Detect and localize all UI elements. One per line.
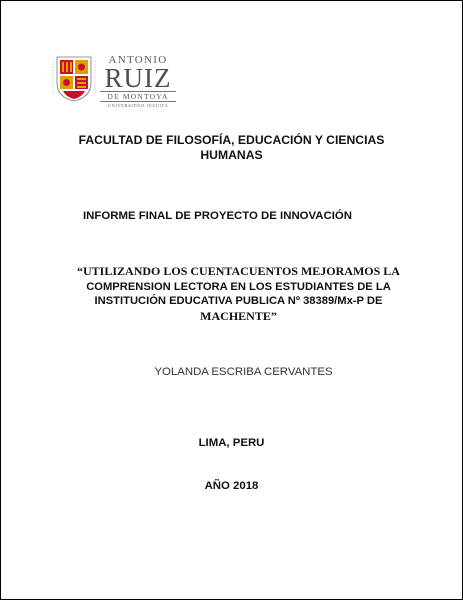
university-logo — [51, 53, 175, 108]
logo-line-jesuita: UNIVERSIDAD JESUITA — [107, 103, 169, 108]
year-label: AÑO 2018 — [204, 480, 259, 492]
author-name: YOLANDA ESCRIBA CERVANTES — [154, 366, 333, 378]
project-title-line-2: COMPRENSION LECTORA EN LOS ESTUDIANTES DE LA — [86, 280, 391, 293]
project-title-line-3: INSTITUCIÓN EDUCATIVA PUBLICA Nº 38389/Mx-P DE — [94, 295, 383, 307]
logo-line-montoya: DE MONTOYA — [100, 91, 176, 102]
project-title-line-1: “UTILIZANDO LOS CUENTACUENTOS MEJORAMOS LA — [77, 264, 400, 278]
logo-line-antonio: ANTONIO — [108, 54, 168, 66]
faculty-heading: FACULTAD DE FILOSOFÍA, EDUCACIÓN Y CIENCIAS HUMANAS — [78, 133, 385, 162]
project-title-line-4: MACHENTE” — [200, 308, 277, 323]
university-crest-icon — [51, 53, 97, 103]
project-title — [8, 264, 463, 324]
report-type-heading: INFORME FINAL DE PROYECTO DE INNOVACIÓN — [83, 210, 352, 222]
logo-line-ruiz: RUIZ — [104, 63, 172, 93]
city-label: LIMA, PERU — [198, 437, 265, 449]
logo-wordmark — [98, 55, 178, 109]
